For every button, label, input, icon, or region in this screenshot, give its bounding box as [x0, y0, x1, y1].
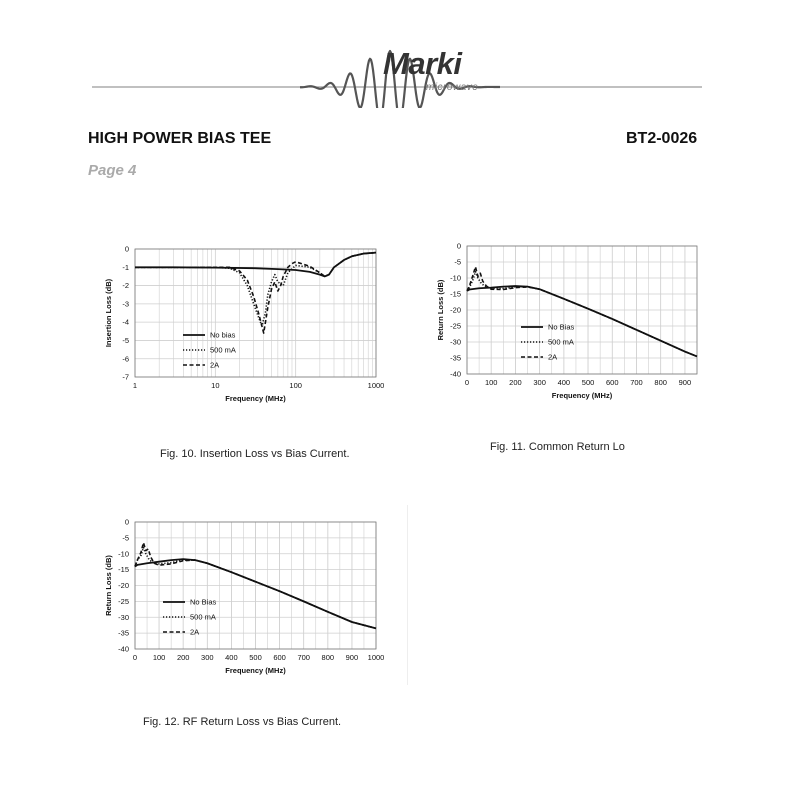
- x-tick-label: 0: [132, 653, 138, 662]
- y-tick-label: -2: [122, 281, 129, 291]
- x-tick-label: 500: [581, 378, 595, 387]
- y-tick-label: -40: [118, 644, 129, 654]
- chart-rf-return-loss: [90, 512, 390, 687]
- y-axis-label: Return Loss (dB): [436, 279, 445, 341]
- grid-lines: [467, 246, 697, 374]
- y-tick-label: -40: [450, 369, 461, 379]
- figure-caption-12: Fig. 12. RF Return Loss vs Bias Current.: [143, 716, 342, 728]
- y-tick-label: -5: [122, 533, 129, 543]
- part-number: BT2-0026: [626, 130, 698, 147]
- page-number: Page 4: [88, 162, 137, 179]
- x-tick-label: 500: [249, 653, 262, 662]
- legend-entry: No Bias: [190, 597, 217, 607]
- x-axis-label: Frequency (MHz): [225, 394, 286, 403]
- brand-logo-text: Marki: [383, 46, 462, 81]
- y-tick-label: -1: [122, 262, 129, 272]
- x-tick-label: 100: [289, 381, 302, 390]
- y-tick-label: -10: [450, 273, 461, 283]
- y-tick-label: -25: [118, 596, 129, 606]
- series-line-no-bias: [135, 253, 376, 277]
- y-tick-label: -3: [122, 299, 129, 309]
- x-tick-label: 1000: [367, 653, 385, 662]
- x-tick-label: 1000: [367, 381, 385, 390]
- x-tick-label: 200: [176, 653, 190, 662]
- y-tick-label: 0: [456, 241, 461, 251]
- x-tick-label: 100: [484, 378, 498, 387]
- series-line-no-bias: [467, 286, 697, 356]
- chart-common-return-loss: [420, 238, 720, 413]
- column-divider: [407, 505, 408, 685]
- x-tick-label: 300: [533, 378, 546, 387]
- x-tick-label: 300: [201, 653, 214, 662]
- x-axis-label: Frequency (MHz): [551, 391, 613, 400]
- y-tick-label: -7: [122, 372, 129, 382]
- legend-entry: 500 mA: [190, 612, 216, 622]
- y-tick-label: -5: [122, 336, 129, 346]
- legend-entry: 2A: [210, 360, 220, 370]
- series-line-2a: [467, 267, 697, 357]
- y-axis-label: Return Loss (dB): [104, 555, 113, 616]
- x-tick-label: 800: [321, 653, 335, 662]
- y-tick-label: -20: [450, 305, 461, 315]
- x-tick-label: 0: [464, 378, 470, 387]
- y-tick-label: -25: [450, 321, 461, 331]
- document-title: HIGH POWER BIAS TEE: [88, 130, 272, 147]
- grid-lines: [135, 522, 376, 649]
- x-tick-label: 1: [132, 381, 138, 390]
- x-tick-label: 900: [678, 378, 692, 387]
- y-tick-label: -5: [454, 257, 461, 267]
- legend-entry: 2A: [548, 352, 558, 362]
- legend-entry: 2A: [190, 627, 200, 637]
- x-tick-label: 600: [606, 378, 619, 387]
- legend-entry: 500 mA: [210, 345, 236, 355]
- series-line-500-ma: [467, 272, 697, 357]
- x-tick-label: 600: [273, 653, 286, 662]
- legend-entry: No bias: [210, 330, 236, 340]
- y-tick-label: 0: [124, 244, 129, 254]
- figure-caption-10: Fig. 10. Insertion Loss vs Bias Current.: [160, 448, 350, 460]
- y-axis-label: Insertion Loss (dB): [104, 278, 113, 348]
- x-tick-label: 900: [345, 653, 359, 662]
- series-line-2a: [135, 253, 376, 333]
- y-tick-label: -15: [450, 289, 461, 299]
- y-tick-label: -35: [450, 353, 461, 363]
- x-tick-label: 700: [630, 378, 643, 387]
- x-tick-label: 400: [557, 378, 571, 387]
- y-tick-label: -35: [118, 628, 129, 638]
- y-tick-label: -4: [122, 317, 129, 327]
- y-tick-label: -10: [118, 549, 129, 559]
- y-tick-label: -15: [118, 565, 129, 575]
- x-tick-label: 400: [225, 653, 238, 662]
- x-tick-label: 200: [509, 378, 522, 387]
- y-tick-label: -6: [122, 354, 129, 364]
- legend-entry: 500 mA: [548, 337, 574, 347]
- chart-insertion-loss: [90, 238, 390, 413]
- y-tick-label: -30: [118, 612, 129, 622]
- x-tick-label: 10: [211, 381, 220, 390]
- legend-entry: No Bias: [548, 322, 575, 332]
- figure-caption-11: Fig. 11. Common Return Lo: [490, 441, 625, 453]
- x-axis-label: Frequency (MHz): [225, 666, 286, 675]
- x-tick-label: 800: [654, 378, 667, 387]
- y-tick-label: -20: [118, 581, 129, 591]
- brand-logo-subtext: microwave: [426, 82, 479, 93]
- x-tick-label: 100: [152, 653, 166, 662]
- y-tick-label: 0: [124, 517, 129, 527]
- x-tick-label: 700: [297, 653, 310, 662]
- y-tick-label: -30: [450, 337, 461, 347]
